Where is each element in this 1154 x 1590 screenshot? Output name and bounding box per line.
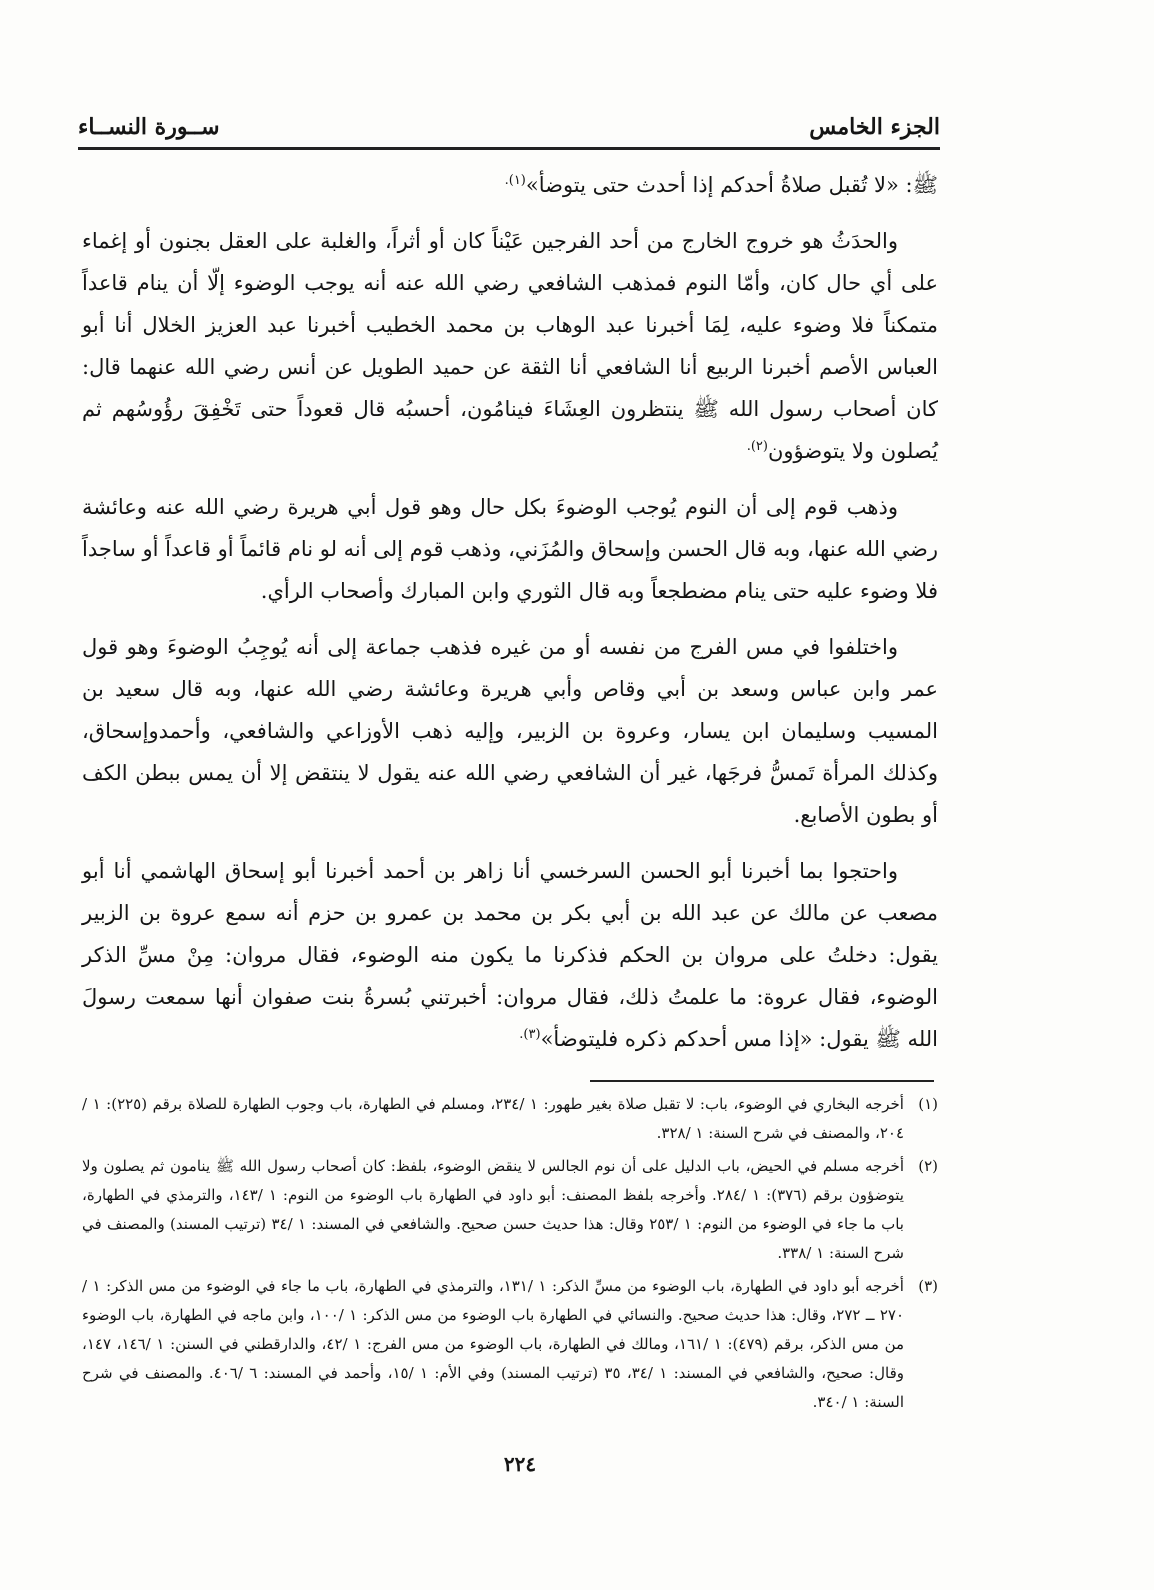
paragraph-4: واختلفوا في مس الفرج من نفسه أو من غيره فذهب جماعة إلى أنه يُوجِبُ الوضوءَ وهو قول عمر وابن عباس وسعد بن أبي وقاص وأبي هريرة وعائشة رضي الله عنها، وبه قال سعيد بن المسيب وسليمان ابن يسار، وعروة بن الزبير، وإليه ذهب الأوزاعي والشافعي، وأحمدوإسحاق، وكذلك المرأة تَمسُّ فرجَها، غير أن الشافعي رضي الله عنه يقول لا ينتقض إلا أن يمس ببطن الكف أو بطون الأصابع. bbox=[82, 635, 938, 827]
header-part-title: الجزء الخامس bbox=[809, 114, 940, 140]
paragraph-1 bbox=[82, 164, 938, 206]
footnote-item bbox=[82, 1272, 938, 1417]
footnote-text: أخرجه البخاري في الوضوء، باب: لا تقبل صلاة بغير طهور: ١ /٢٣٤، ومسلم في الطهارة، باب وجوب الطهارة للصلاة برقم (٢٢٥): ١ /٢٠٤، والمصنف في شرح السنة: ١ /٣٢٨. bbox=[82, 1095, 904, 1142]
paragraph-1-text: ﷺ: «لا تُقبل صلاةُ أحدكم إذا أحدث حتى يتوضأ» bbox=[525, 173, 938, 197]
footnote-ref-3: (٣). bbox=[519, 1027, 541, 1042]
header-divider bbox=[78, 147, 940, 150]
footnote-ref-2: (٢). bbox=[746, 439, 768, 454]
footnote-item bbox=[82, 1152, 938, 1268]
footnote-ref-1: (١). bbox=[504, 173, 526, 188]
paragraph-5-text: واحتجوا بما أخبرنا أبو الحسن السرخسي أنا زاهر بن أحمد أخبرنا أبو إسحاق الهاشمي أنا أبو مصعب عن مالك عن عبد الله بن أبي بكر بن محمد بن عمرو بن حزم أنه سمع عروة بن الزبير يقول: دخلتُ على مروان بن الحكم فذكرنا ما يكون منه الوضوء، فقال مروان: مِنْ مسِّ الذكر الوضوء، فقال عروة: ما علمتُ ذلك، فقال مروان: أخبرتني بُسرةُ بنت صفوان أنها سمعت رسولَ الله ﷺ يقول: «إذا مس أحدكم ذكره فليتوضأ» bbox=[82, 859, 938, 1051]
footnote-number: (٣) bbox=[918, 1277, 938, 1295]
paragraph-5 bbox=[82, 850, 938, 1060]
header-surah-title: ســورة النســاء bbox=[78, 114, 220, 140]
footnotes bbox=[82, 1090, 938, 1421]
footnote-text: أخرجه مسلم في الحيض، باب الدليل على أن نوم الجالس لا ينقض الوضوء، بلفظ: كان أصحاب رسول الله ﷺ ينامون ثم يصلون ولا يتوضؤون برقم (٣٧٦): ١ /٢٨٤. وأخرجه بلفظ المصنف: أبو داود في الطهارة باب الوضوء من النوم: ١ /١٤٣، والترمذي في الطهارة، باب ما جاء في الوضوء من النوم: ١ /٢٥٣ وقال: هذا حديث حسن صحيح. والشافعي في المسند: ١ /٣٤ (ترتيب المسند) والمصنف في شرح السنة: ١ /٣٣٨. bbox=[82, 1157, 904, 1262]
footnote-item bbox=[82, 1090, 938, 1148]
footnote-divider bbox=[590, 1080, 934, 1082]
footnote-number: (١) bbox=[918, 1095, 938, 1113]
paragraph-2 bbox=[82, 220, 938, 472]
footnote-text: أخرجه أبو داود في الطهارة، باب الوضوء من مسِّ الذكر: ١ /١٣١، والترمذي في الطهارة، باب ما جاء في الوضوء من مس الذكر: ١ /٢٧٠ ــ ٢٧٢، وقال: هذا حديث صحيح. والنسائي في الطهارة باب الوضوء من مس الذكر: ١ /١٠٠، وابن ماجه في الطهارة، باب الوضوء من مس الذكر، برقم (٤٧٩): ١ /١٦١، ومالك في الطهارة، باب الوضوء من مس الفرج: ١ /٤٢، والدارقطني في السنن: ١ /١٤٦، ١٤٧، وقال: صحيح، والشافعي في المسند: ١ /٣٤، ٣٥ (ترتيب المسند) وفي الأم: ١ /١٥، وأحمد في المسند: ٦ /٤٠٦. والمصنف في شرح السنة: ١ /٣٤٠. bbox=[82, 1277, 905, 1411]
main-text bbox=[82, 164, 938, 1074]
running-header bbox=[78, 104, 940, 140]
paragraph-3: وذهب قوم إلى أن النوم يُوجب الوضوءَ بكل حال وهو قول أبي هريرة رضي الله عنه وعائشة رضي الله عنها، وبه قال الحسن وإسحاق والمُزَني، وذهب قوم إلى أنه لو نام قائماً أو قاعداً أو ساجداً فلا وضوء عليه حتى ينام مضطجعاً وبه قال الثوري وابن المبارك وأصحاب الرأي. bbox=[82, 495, 938, 603]
paragraph-2-text: والحدَثُ هو خروج الخارج من أحد الفرجين عَيْناً كان أو أثراً، والغلبة على العقل بجنون أو إغماء على أي حال كان، وأمّا النوم فمذهب الشافعي رضي الله عنه أنه يوجب الوضوء إلّا أن ينام قاعداً متمكناً فلا وضوء عليه، لِمَا أخبرنا عبد الوهاب بن محمد الخطيب أخبرنا عبد العزيز الخلال أنا أبو العباس الأصم أخبرنا الربيع أنا الشافعي أنا الثقة عن حميد الطويل عن أنس رضي الله عنهما قال: كان أصحاب رسول الله ﷺ ينتظرون العِشَاءَ فينامُون، أحسبُه قال قعوداً حتى تَخْفِقَ رؤُوسُهم ثم يُصلون ولا يتوضؤون bbox=[82, 229, 938, 463]
page-number: ٢٢٤ bbox=[503, 1452, 537, 1476]
footnote-number: (٢) bbox=[918, 1157, 938, 1175]
